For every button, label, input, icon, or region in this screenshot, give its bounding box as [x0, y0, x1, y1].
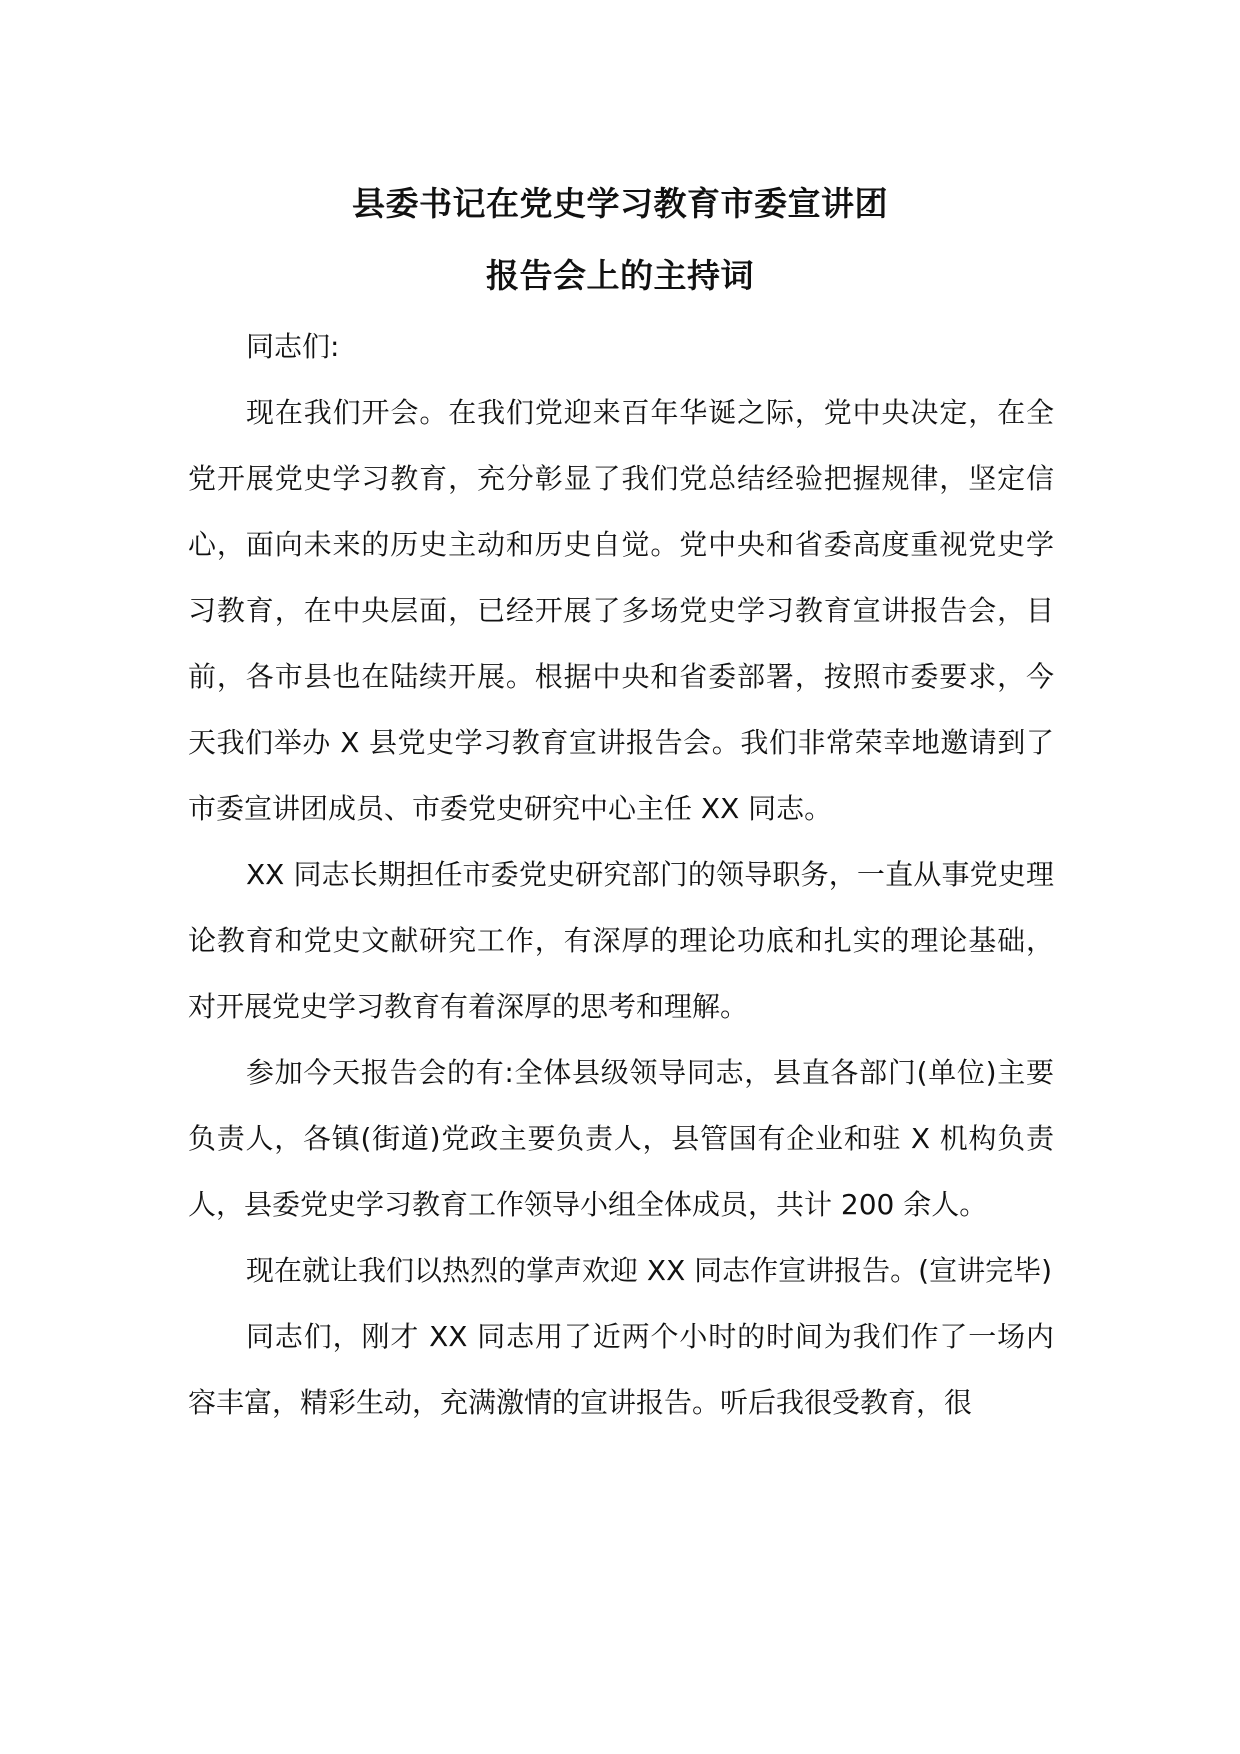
paragraph-closing: 同志们，刚才 XX 同志用了近两个小时的时间为我们作了一场内容丰富，精彩生动，充满激情的宣讲报告。听后我很受教育，很	[188, 1320, 1054, 1419]
paragraph-welcome: 现在就让我们以热烈的掌声欢迎 XX 同志作宣讲报告。(宣讲完毕)	[246, 1254, 1053, 1287]
paragraph-attendees: 参加今天报告会的有:全体县级领导同志，县直各部门(单位)主要负责人，各镇(街道)党政主要负责人，县管国有企业和驻 X 机构负责人，县委党史学习教育工作领导小组全体成员，共计 200 余人。	[188, 1056, 1054, 1221]
paragraph-salutation: 同志们:	[246, 330, 340, 363]
paragraph-speaker-intro: XX 同志长期担任市委党史研究部门的领导职务，一直从事党史理论教育和党史文献研究工作，有深厚的理论功底和扎实的理论基础，对开展党史学习教育有着深厚的思考和理解。	[188, 858, 1054, 1023]
document-title-line-1: 县委书记在党史学习教育市委宣讲团	[352, 184, 888, 223]
paragraph-opening: 现在我们开会。在我们党迎来百年华诞之际，党中央决定，在全党开展党史学习教育，充分彰显了我们党总结经验把握规律，坚定信心，面向未来的历史主动和历史自觉。党中央和省委高度重视党史学习教育，在中央层面，已经开展了多场党史学习教育宣讲报告会，目前，各市县也在陆续开展。根据中央和省委部署，按照市委要求，今天我们举办 X 县党史学习教育宣讲报告会。我们非常荣幸地邀请到了市委宣讲团成员、市委党史研究中心主任 XX 同志。	[188, 396, 1054, 825]
document-title-line-2: 报告会上的主持词	[486, 256, 754, 295]
document-body	[188, 314, 1054, 1436]
